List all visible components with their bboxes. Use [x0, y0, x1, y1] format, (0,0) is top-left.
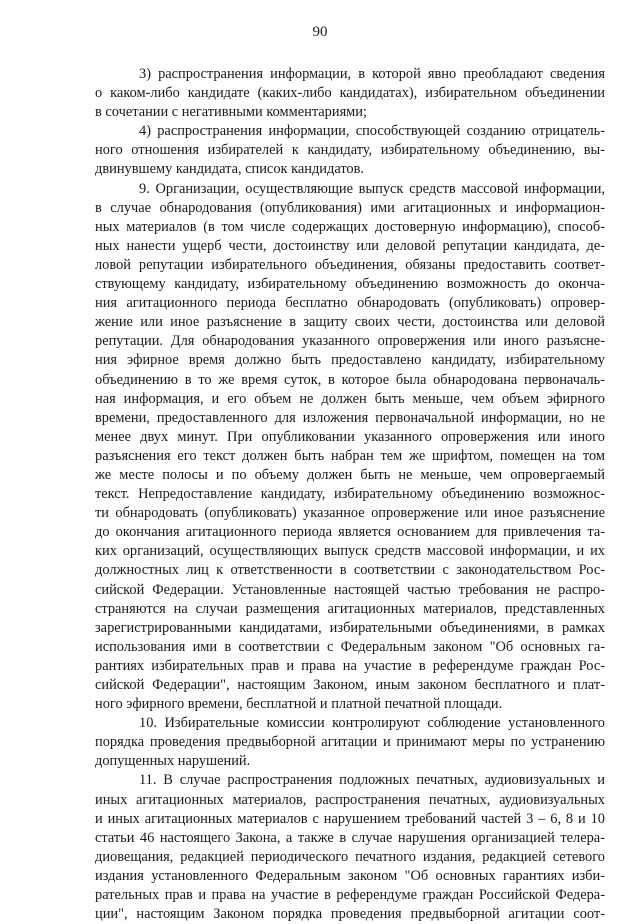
text-line: использования ими в соответствии с Федеральным законом "Об основных га-: [95, 638, 605, 655]
text-line: 11. В случае распространения подложных печатных, аудиовизуальных и: [139, 772, 605, 789]
text-line: 10. Избирательные комиссии контролируют соблюдение установленного: [139, 715, 605, 732]
text-line: текст. Непредоставление кандидату, избирательному объединению возможнос-: [95, 486, 605, 503]
text-line: порядка проведения предвыборной агитации и принимают меры по устранению: [95, 734, 605, 751]
text-line: в случае обнародования (опубликования) ими агитационных и информацион-: [95, 199, 605, 216]
text-line: ного отношения избирателей к кандидату, избирательному объединению, вы-: [95, 142, 605, 159]
text-line: в сочетании с негативными комментариями;: [95, 104, 367, 121]
text-line: ная информация, и его объем не должен быть меньше, чем объем эфирного: [95, 390, 605, 407]
text-line: двинувшему кандидата, список кандидатов.: [95, 161, 365, 178]
text-line: ных нанести ущерб чести, достоинству или деловой репутации кандидата, де-: [95, 237, 605, 254]
text-line: менее двух минут. При опубликовании указанного опровержения или иного: [95, 428, 605, 445]
text-line: ловой репутации избирательного объединения, обязаны предоставить соответ-: [95, 256, 605, 273]
text-line: страняются на случаи размещения агитационных материалов, представленных: [95, 600, 605, 617]
text-line: должностных лиц к ответственности в соответствии с законодательством Рос-: [95, 562, 605, 579]
text-line: ти обнародовать (опубликовать) указанное опровержение или иное разъяснение: [95, 505, 605, 522]
text-line: допущенных нарушений.: [95, 753, 251, 770]
page-number: 90: [312, 24, 328, 40]
text-line: времени, предоставленного для изложения первоначальной информации, но не: [95, 409, 605, 426]
text-line: о каком-либо кандидате (каких-либо кандидатах), избирательном объединении: [95, 85, 605, 102]
text-line: рантиях избирательных прав и права на участие в референдуме граждан Рос-: [95, 657, 605, 674]
text-line: жение или иное разъяснение в защиту своих чести, достоинства или деловой: [95, 314, 605, 331]
text-line: зарегистрированными кандидатами, избирательными объединениями, в рамках: [95, 619, 605, 636]
text-line: ного эфирного времени, бесплатной и платной печатной площади.: [95, 696, 503, 713]
text-line: рательных прав и права на участие в референдуме граждан Российской Федера-: [95, 887, 605, 904]
text-line: ции", настоящим Законом порядка проведения предвыборной агитации соот-: [95, 906, 605, 923]
text-line: статьи 46 настоящего Закона, а также в случае нарушения организацией телера-: [95, 829, 605, 846]
text-line: ния агитационного периода бесплатно обнародовать (опубликовать) опровер-: [95, 295, 605, 312]
text-line: 3) распространения информации, в которой явно преобладают сведения: [139, 66, 605, 82]
text-line: до окончания агитационного периода является основанием для привлечения та-: [95, 524, 605, 541]
text-line: сийской Федерации", настоящим Законом, иным законом бесплатного и плат-: [95, 677, 605, 693]
text-line: репутации. Для обнародования указанного опровержения или иного разъясне-: [95, 333, 605, 350]
text-line: иных агитационных материалов, распространения печатных, аудиовизуальных: [95, 791, 605, 808]
text-line: объединению в то же время суток, в которое была обнародована первоначаль-: [95, 371, 605, 388]
text-line: сийской Федерации. Установленные настоящей частью требования не распро-: [95, 581, 605, 598]
text-line: диовещания, редакцией периодического печатного издания, редакцией сетевого: [95, 848, 605, 865]
text-line: же месте полосы и по объему должен быть не меньше, чем опровергаемый: [95, 466, 605, 483]
text-line: ких организаций, осуществляющих выпуск средств массовой информации, и их: [95, 543, 605, 560]
text-line: ния эфирное время должно быть предоставлено кандидату, избирательному: [95, 352, 605, 369]
text-line: разъяснения его текст должен быть набран тем же шрифтом, помещен на том: [95, 447, 605, 464]
text-line: ствующему кандидату, избирательному объединению возможность до оконча-: [95, 276, 605, 293]
text-line: издания установленного Федеральным законом "Об основных гарантиях изби-: [95, 867, 605, 884]
text-line: ных материалов (в том числе содержащих достоверную информацию), способ-: [95, 218, 605, 235]
text-line: и иных агитационных материалов с нарушением требований частей 3 – 6, 8 и 10: [95, 810, 605, 827]
document-body: [95, 65, 605, 924]
text-line: 4) распространения информации, способствующей созданию отрицатель-: [139, 123, 605, 140]
text-line: 9. Организации, осуществляющие выпуск средств массовой информации,: [139, 180, 605, 197]
